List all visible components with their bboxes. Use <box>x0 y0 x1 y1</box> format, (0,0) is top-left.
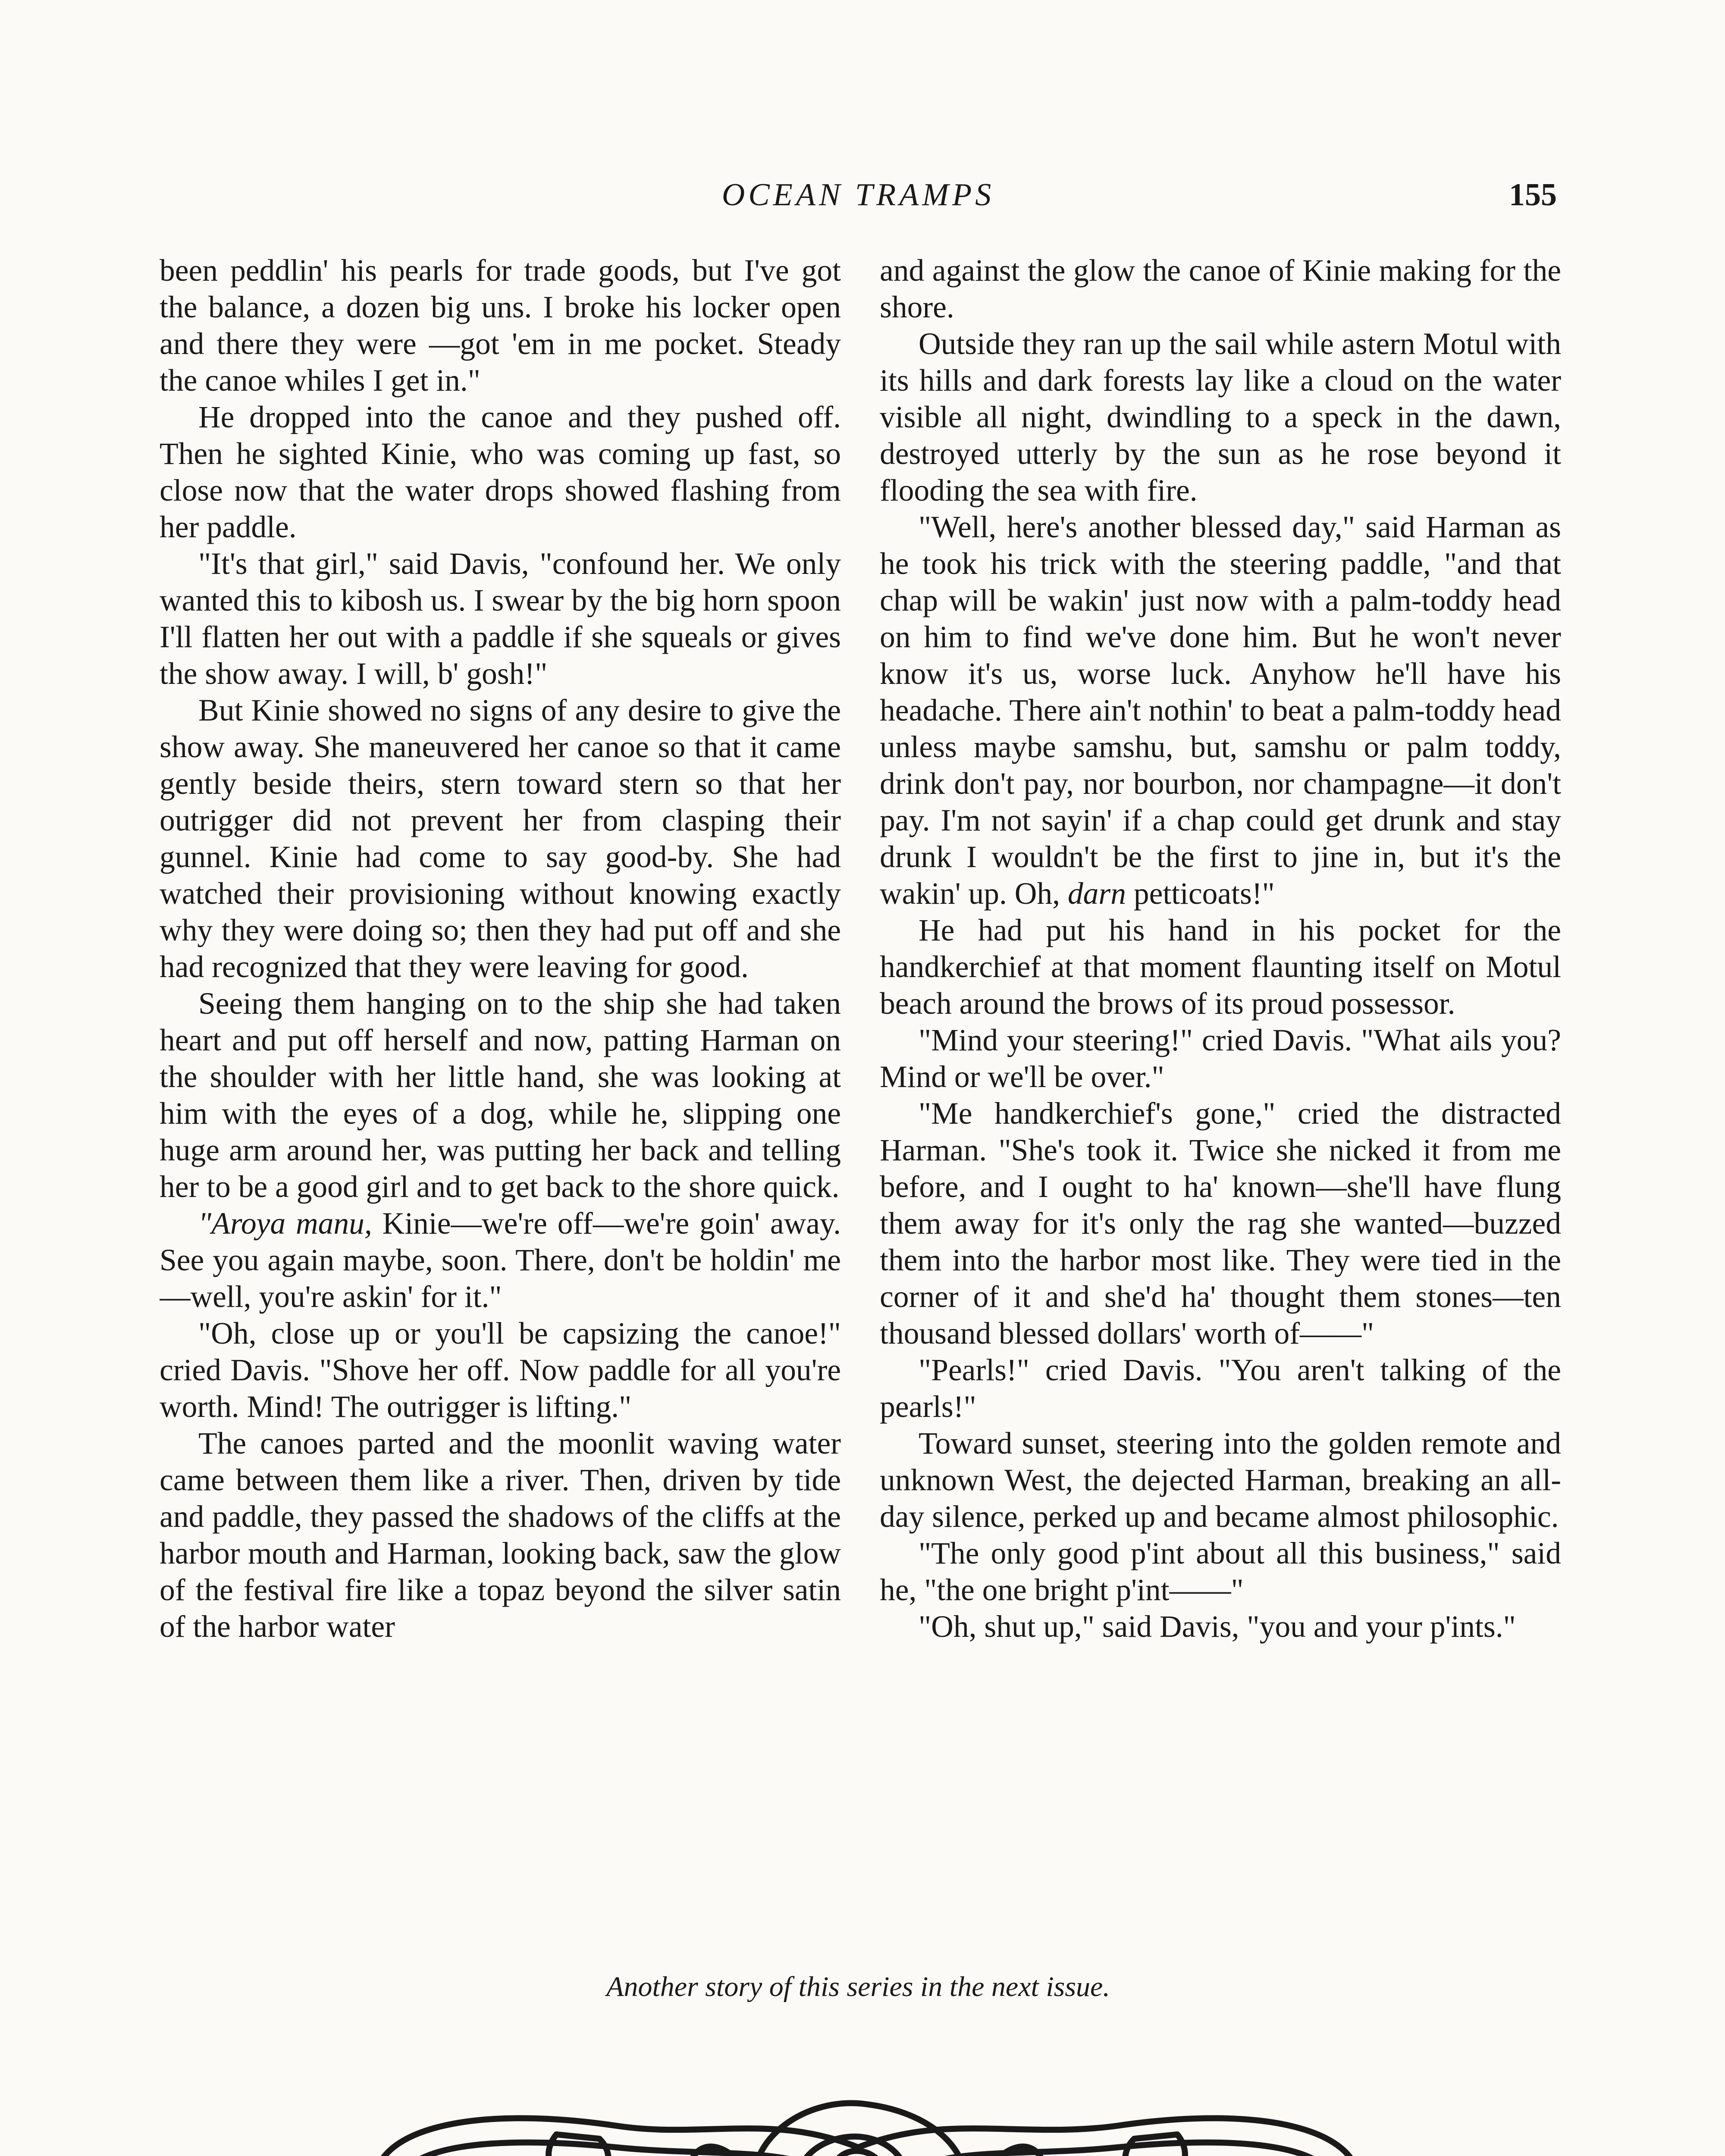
page-number: 155 <box>1509 177 1557 213</box>
paragraph <box>160 692 841 985</box>
text-run: Outside they ran up the sail while astern Motul with its hills and dark forests lay like a cloud on the water visible all night, dwindling to a speck in the dawn, destroyed utterly by the sun as he rose beyond it flooding the sea with fire. <box>880 327 1561 508</box>
text-run: "Pearls!" cried Davis. "You aren't talking of the pearls!" <box>880 1353 1561 1424</box>
paragraph <box>160 1425 841 1645</box>
paragraph <box>880 1022 1561 1095</box>
text-run: "The only good p'int about all this business," said he, "the one bright p'int——" <box>880 1536 1561 1607</box>
paragraph <box>880 912 1561 1022</box>
text-run: The canoes parted and the moonlit waving water came between them like a river. Then, driven by tide and paddle, they passed the shadows of the cliffs at the harbor mouth and Harman, looking back, saw the glow of the festival fire like a topaz beyond the silver satin of the harbor water <box>160 1426 841 1644</box>
paragraph <box>880 326 1561 509</box>
paragraph <box>160 1205 841 1315</box>
text-run: "Me handkerchief's gone," cried the distracted Harman. "She's took it. Twice she nicked it from me before, and I ought to ha' known—she'll have flung them away for it's only the rag she wanted—buzzed them into the harbor most like. They were tied in the corner of it and she'd ha' thought them stones—ten thousand blessed dollars' worth of——" <box>880 1097 1561 1351</box>
text-run: He had put his hand in his pocket for the handkerchief at that moment flaunting itself on Motul beach around the brows of its proud possessor. <box>880 913 1561 1021</box>
text-run: Seeing them hanging on to the ship she had taken heart and put off herself and now, patting Harman on the shoulder with her little hand, she was looking at him with the eyes of a dog, while he, slipping one huge arm around her, was putting her back and telling her to be a good girl and to get back to the shore quick. <box>160 987 841 1204</box>
art-nouveau-tailpiece-ornament-icon <box>341 2053 1393 2156</box>
text-run: He dropped into the canoe and they pushed off. Then he sighted Kinie, who was coming up fast, so close now that the water drops showed flashing from her paddle. <box>160 400 841 544</box>
text-run: petticoats!" <box>1126 877 1275 911</box>
paragraph <box>160 1315 841 1425</box>
text-column-right <box>880 252 1561 1960</box>
text-run: "It's that girl," said Davis, "confound her. We only wanted this to kibosh us. I swear by the big horn spoon I'll flatten her out with a paddle if she squeals or gives the show away. I will, b' gosh!" <box>160 547 841 691</box>
text-run: "Oh, close up or you'll be capsizing the canoe!" cried Davis. "Shove her off. Now paddle for all you're worth. Mind! The outrigger is lifting." <box>160 1316 841 1424</box>
text-run: and against the glow the canoe of Kinie making for the shore. <box>880 254 1561 324</box>
paragraph <box>880 1608 1561 1645</box>
paragraph <box>880 1535 1561 1608</box>
paragraph <box>880 1425 1561 1535</box>
paragraph <box>880 509 1561 912</box>
paragraph <box>880 1352 1561 1425</box>
text-column-left <box>160 252 841 1960</box>
page-header <box>160 177 1557 224</box>
paragraph <box>160 985 841 1205</box>
text-run: "Well, here's another blessed day," said Harman as he took his trick with the steering paddle, "and that chap will be wakin' just now with a palm-toddy head on him to find we've done him. But he won't never know it's us, worse luck. Anyhow he'll have his headache. There ain't nothin' to beat a palm-toddy head unless maybe samshu, but, samshu or palm toddy, drink don't pay, nor bourbon, nor champagne—it don't pay. I'm not sayin' if a chap could get drunk and stay drunk I wouldn't be the first to jine in, but it's the wakin' up. Oh, <box>880 510 1561 911</box>
text-run: But Kinie showed no signs of any desire to give the show away. She maneuvered her canoe so that it came gently beside theirs, stern toward stern so that her outrigger did not prevent her from clasping their gunnel. Kinie had come to say good-by. She had watched their provisioning without knowing exactly why they were doing so; then they had put off and she had recognized that they were leaving for good. <box>160 693 841 984</box>
text-run: Toward sunset, steering into the golden remote and unknown West, the dejected Harman, breaking an all-day silence, perked up and became almost philosophic. <box>880 1426 1561 1534</box>
closing-note: Another story of this series in the next issue. <box>606 1971 1110 2002</box>
paragraph <box>160 252 841 399</box>
text-run: "Mind your steering!" cried Davis. "What ails you? Mind or we'll be over." <box>880 1023 1561 1094</box>
italic-text: "Aroya manu, <box>198 1206 372 1241</box>
paragraph <box>160 545 841 692</box>
paragraph <box>880 1095 1561 1352</box>
italic-text: darn <box>1067 877 1126 911</box>
paragraph <box>880 252 1561 326</box>
text-run: "Oh, shut up," said Davis, "you and your p'ints." <box>919 1610 1516 1644</box>
paragraph <box>160 399 841 545</box>
text-run: been peddlin' his pearls for trade goods, but I've got the balance, a dozen big uns. I broke his locker open and there they were —got 'em in me pocket. Steady the canoe whiles I get in." <box>160 254 841 398</box>
running-title: OCEAN TRAMPS <box>721 177 995 213</box>
text-run: Kinie—we're off—we're goin' away. See you again maybe, soon. There, don't be holdin' me—well, you're askin' for it." <box>160 1206 841 1314</box>
